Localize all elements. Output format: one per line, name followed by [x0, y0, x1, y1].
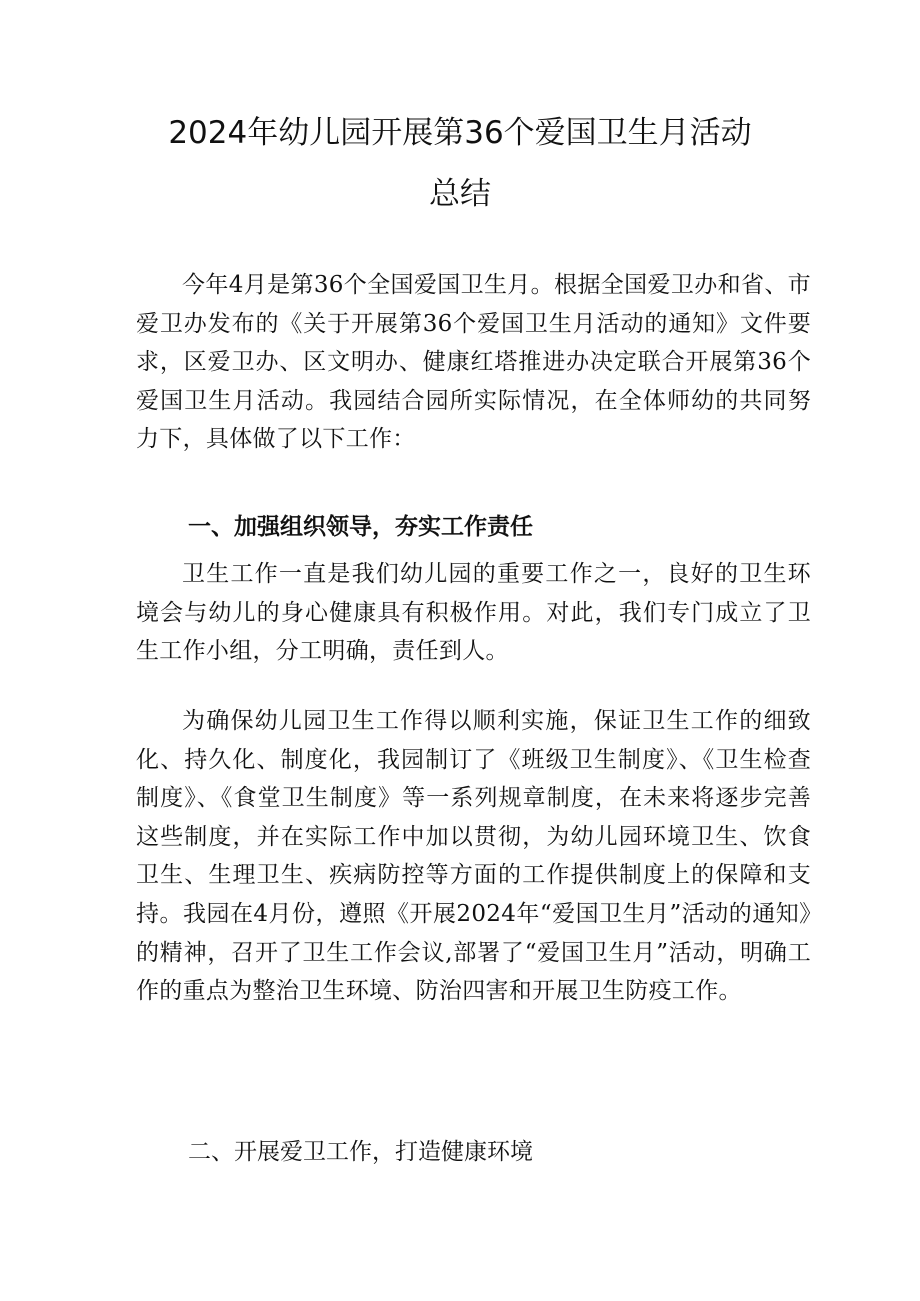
section-1-paragraph-1: 卫生工作一直是我们幼儿园的重要工作之一，良好的卫生环境会与幼儿的身心健康具有积极作用。对此，我们专门成立了卫生工作小组，分工明确，责任到人。 — [136, 561, 811, 665]
intro-paragraph: 今年4月是第36个全国爱国卫生月。根据全国爱卫办和省、市爱卫办发布的《关于开展第36个爱国卫生月活动的通知》文件要求，区爱卫办、区文明办、健康红塔推进办决定联合开展第36个爱国卫生月活动。我园结合园所实际情况，在全体师幼的共同努力下，具体做了以下工作： — [136, 272, 811, 453]
section-heading-2: 二、开展爱卫工作，打造健康环境 — [188, 1139, 533, 1165]
section-heading-1: 一、加强组织领导，夯实工作责任 — [188, 514, 533, 540]
document-title-line-2: 总结 — [429, 176, 491, 212]
document-title-line-1: 2024年幼儿园开展第36个爱国卫生月活动 — [168, 115, 752, 151]
section-1-paragraph-2: 为确保幼儿园卫生工作得以顺利实施，保证卫生工作的细致化、持久化、制度化，我园制订了《班级卫生制度》、《卫生检查制度》、《食堂卫生制度》等一系列规章制度，在未来将逐步完善这些制度，并在实际工作中加以贯彻，为幼儿园环境卫生、饮食卫生、生理卫生、疾病防控等方面的工作提供制度上的保障和支持。我园在4月份，遵照《开展2024年“爱国卫生月”活动的通知》的精神，召开了卫生工作会议,部署了“爱国卫生月”活动，明确工作的重点为整治卫生环境、防治四害和开展卫生防疫工作。 — [136, 708, 811, 1005]
